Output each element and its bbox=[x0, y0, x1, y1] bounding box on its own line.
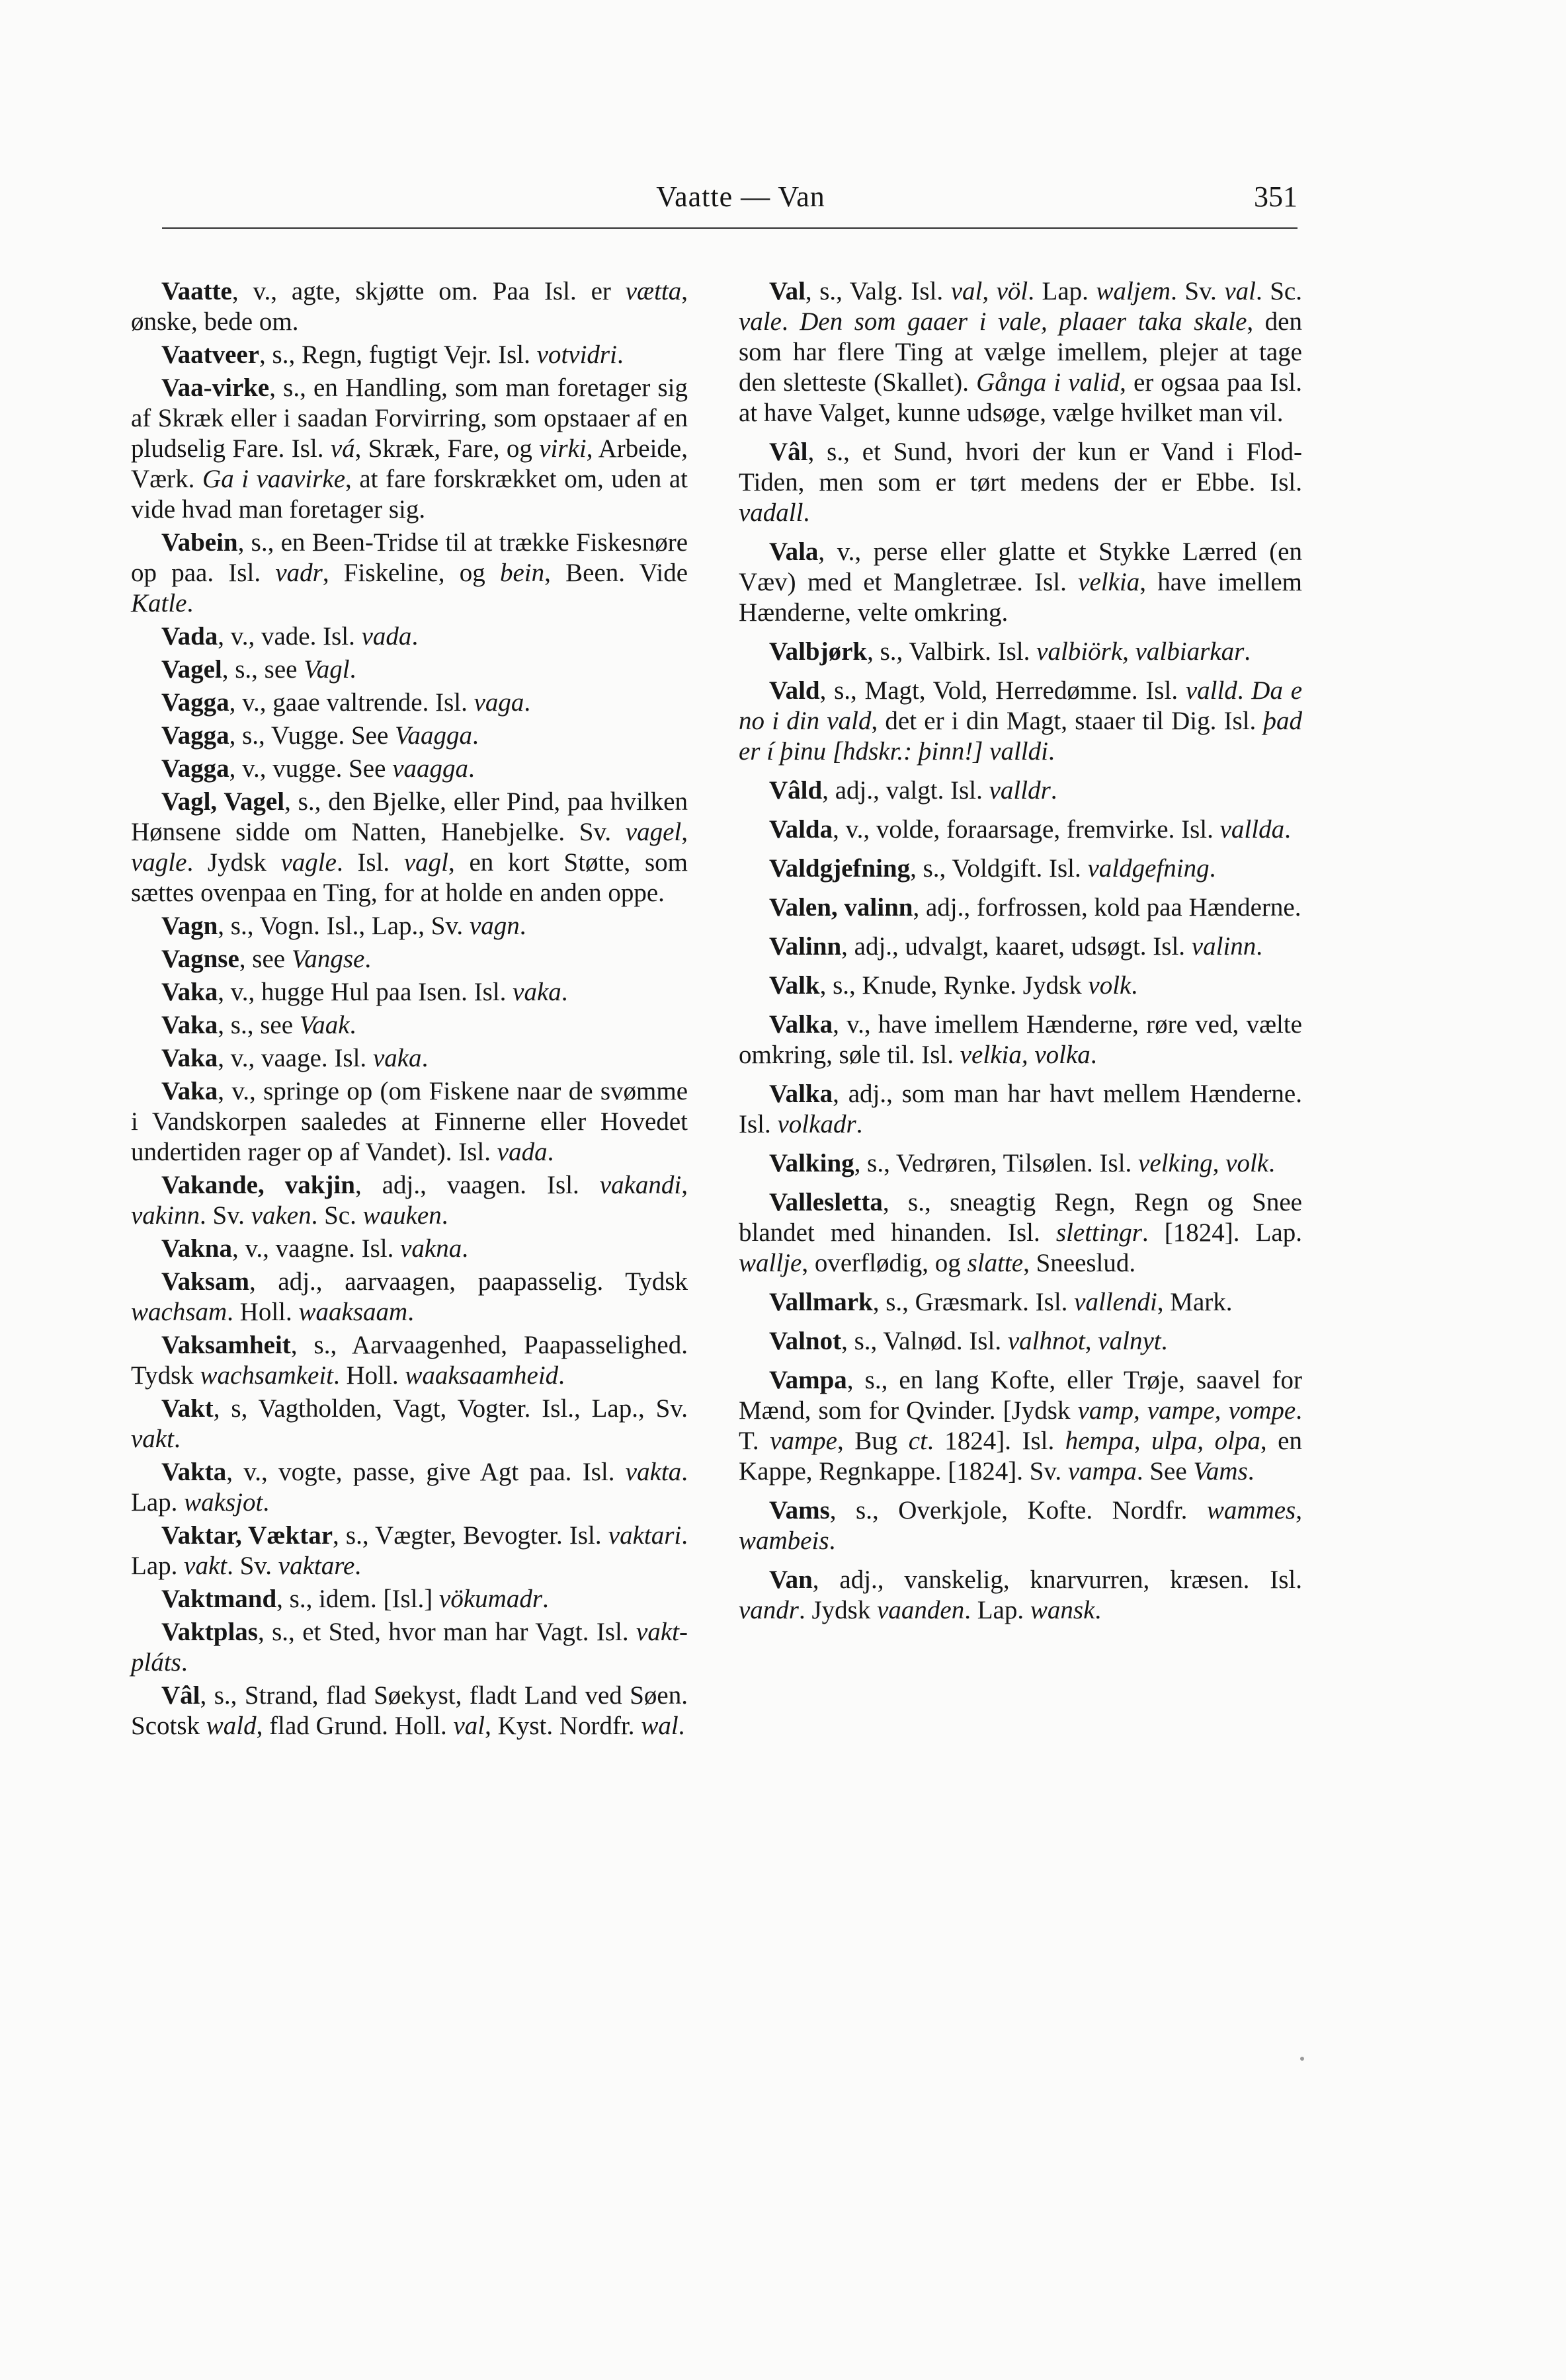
dictionary-entry bbox=[131, 340, 688, 370]
dictionary-entry bbox=[131, 1043, 688, 1074]
dictionary-entry bbox=[739, 676, 1302, 767]
entry-example: valld bbox=[1185, 676, 1237, 705]
entry-definition: , Fiskeline, og bbox=[322, 559, 500, 587]
entry-example: vampa bbox=[1067, 1457, 1137, 1486]
entry-example: Katle bbox=[131, 589, 187, 617]
entry-example: vaken bbox=[251, 1201, 311, 1230]
entry-definition: . bbox=[1247, 1457, 1255, 1486]
dictionary-entry bbox=[131, 621, 688, 652]
entry-definition: . bbox=[829, 1527, 836, 1555]
entry-definition: , en kort Støtte, som sættes ovenpaa en Ting, for at holde en anden oppe. bbox=[131, 848, 688, 907]
entry-example: slatte bbox=[967, 1249, 1024, 1277]
entry-example: virki bbox=[539, 434, 587, 463]
entry-definition: . bbox=[462, 1234, 468, 1263]
dictionary-entry bbox=[131, 1170, 688, 1231]
entry-definition: . [1824]. Lap. bbox=[1141, 1218, 1302, 1247]
entry-definition: , s., en Handling, som man foretager sig af Skræk eller i saadan Forvirring, som opstaaer af en pludselig Fare. Isl. bbox=[131, 374, 688, 463]
entry-definition: . bbox=[349, 1011, 356, 1039]
page-number: 351 bbox=[1254, 180, 1298, 213]
entry-definition: . bbox=[1131, 971, 1138, 1000]
entry-headword: Vaka bbox=[161, 1011, 218, 1039]
entry-example: volkadr bbox=[777, 1110, 856, 1138]
entry-definition: , Kyst. Nordfr. bbox=[485, 1712, 641, 1740]
entry-definition: . Holl. bbox=[333, 1361, 405, 1390]
entry-definition: . bbox=[1244, 637, 1251, 666]
entry-definition: . bbox=[803, 498, 810, 527]
entry-definition: . Sc. bbox=[311, 1201, 363, 1230]
entry-definition: . bbox=[519, 912, 526, 940]
right-column bbox=[739, 276, 1302, 1634]
entry-definition: . bbox=[181, 1648, 188, 1677]
entry-definition: . bbox=[354, 1552, 362, 1580]
entry-definition: , s., sneagtig Regn, Regn og Snee blandet med hinanden. Isl. bbox=[739, 1188, 1302, 1247]
entry-example: vaktari bbox=[608, 1521, 682, 1550]
entry-headword: Valka bbox=[769, 1010, 833, 1039]
entry-definition: . Jydsk bbox=[799, 1596, 878, 1624]
entry-definition: , den som har flere Ting at vælge imellem, plejer at tage den sletteste (Skallet). bbox=[739, 307, 1302, 397]
entry-headword: Van bbox=[769, 1566, 813, 1594]
entry-definition: . bbox=[173, 1425, 181, 1453]
entry-headword: Vaka bbox=[161, 978, 218, 1006]
entry-definition: . bbox=[263, 1488, 270, 1517]
dictionary-entry bbox=[739, 971, 1302, 1001]
entry-example: hempa, ulpa, olpa bbox=[1065, 1427, 1260, 1455]
dictionary-entry bbox=[739, 537, 1302, 628]
entry-definition: , s., en Been-Tridse til at trække Fiskesnøre op paa. Isl. bbox=[131, 528, 688, 587]
entry-example: wansk bbox=[1030, 1596, 1095, 1624]
entry-example: bein bbox=[500, 559, 545, 587]
entry-definition: . See bbox=[1136, 1457, 1194, 1486]
entry-definition: . Sv. bbox=[199, 1201, 251, 1230]
entry-definition: , adj., som man har havt mellem Hænderne. Isl. bbox=[739, 1080, 1302, 1138]
entry-example: volk bbox=[1088, 971, 1132, 1000]
dictionary-entry bbox=[131, 1457, 688, 1518]
entry-example: wallje bbox=[739, 1249, 802, 1277]
entry-definition: , s., Græsmark. Isl. bbox=[872, 1288, 1075, 1316]
entry-example: vandr bbox=[739, 1596, 799, 1624]
entry-example: vampe bbox=[770, 1427, 837, 1455]
entry-example: Vams bbox=[1193, 1457, 1248, 1486]
entry-headword: Val bbox=[769, 277, 805, 305]
entry-example: vamp, vampe, vompe bbox=[1077, 1396, 1296, 1425]
entry-example: vagl bbox=[403, 848, 449, 877]
entry-example: val bbox=[1224, 277, 1256, 305]
entry-example: Ga i vaavirke bbox=[202, 465, 345, 493]
entry-headword: Vakta bbox=[161, 1458, 227, 1486]
entry-definition: . bbox=[407, 1298, 414, 1326]
entry-headword: Vagl, Vagel bbox=[161, 787, 285, 816]
entry-definition: . bbox=[364, 945, 372, 973]
entry-example: vada bbox=[361, 622, 412, 651]
dictionary-entry bbox=[739, 1148, 1302, 1179]
dictionary-entry bbox=[131, 373, 688, 525]
entry-definition: , s., en lang Kofte, eller Trøje, saavel for Mænd, som for Qvinder. [Jydsk bbox=[739, 1366, 1302, 1425]
dictionary-entry bbox=[739, 892, 1302, 923]
entry-definition: , s., et Sund, hvori der kun er Vand i Flod-Tiden, men som er tørt medens der er Ebbe. Isl. bbox=[739, 438, 1302, 496]
entry-headword: Vada bbox=[161, 622, 218, 651]
entry-definition: , s., see bbox=[218, 1011, 300, 1039]
entry-definition: , det er i din Magt, staaer til Dig. Isl. bbox=[871, 707, 1264, 735]
entry-headword: Vallmark bbox=[769, 1288, 873, 1316]
entry-definition: , v., perse eller glatte et Stykke Lærred (en Væv) med et Mangletræe. Isl. bbox=[739, 537, 1302, 596]
entry-definition: . bbox=[1209, 854, 1216, 883]
entry-example: þad er í þinu [hdskr.: þinn!] valldi bbox=[739, 707, 1302, 766]
dictionary-entry bbox=[131, 1234, 688, 1264]
entry-definition: , Bug bbox=[837, 1427, 909, 1455]
entry-definition: . bbox=[441, 1201, 448, 1230]
entry-definition: , v., vaage. Isl. bbox=[218, 1044, 373, 1072]
dictionary-entry bbox=[739, 437, 1302, 528]
entry-definition: , v., vaagne. Isl. bbox=[231, 1234, 401, 1263]
entry-definition: , s., den Bjelke, eller Pind, paa hvilken Hønsene sidde om Natten, Hanebjelke. Sv. bbox=[131, 787, 688, 846]
entry-definition: . bbox=[1237, 676, 1252, 705]
entry-headword: Valen, valinn bbox=[769, 893, 913, 922]
entry-headword: Valda bbox=[769, 815, 833, 844]
dictionary-entry bbox=[739, 637, 1302, 667]
entry-definition: , adj., vaagen. Isl. bbox=[354, 1171, 600, 1199]
entry-example: valhnot, valnyt bbox=[1007, 1327, 1161, 1355]
entry-example: vadr bbox=[275, 559, 323, 587]
dictionary-entry bbox=[131, 754, 688, 784]
dictionary-entry bbox=[739, 932, 1302, 962]
entry-example: vallda bbox=[1219, 815, 1285, 844]
entry-definition: . Sv. bbox=[227, 1552, 278, 1580]
entry-headword: Valk bbox=[769, 971, 820, 1000]
entry-headword: Vakna bbox=[161, 1234, 232, 1263]
entry-example: vætta bbox=[625, 277, 682, 305]
entry-definition: , ønske, bede om. bbox=[131, 277, 688, 336]
entry-headword: Vaktmand bbox=[161, 1585, 277, 1613]
entry-definition: . bbox=[1161, 1327, 1168, 1355]
header-rule bbox=[162, 227, 1298, 229]
entry-definition: . bbox=[1050, 776, 1057, 805]
entry-definition: , s., Aarvaagenhed, Paapasselighed. Tydsk bbox=[131, 1331, 688, 1390]
entry-headword: Vams bbox=[769, 1496, 830, 1525]
entry-headword: Vagn bbox=[161, 912, 218, 940]
entry-definition: , er ogsaa paa Isl. at have Valget, kunne udsøge, vælge hvilket man vil. bbox=[739, 368, 1303, 427]
entry-example: vakt-pláts bbox=[131, 1618, 688, 1677]
entry-headword: Vagga bbox=[161, 721, 229, 750]
entry-example: vakna bbox=[400, 1234, 462, 1263]
dictionary-entry bbox=[131, 787, 688, 908]
entry-headword: Vaka bbox=[161, 1044, 218, 1072]
entry-example: vagle bbox=[280, 848, 337, 877]
entry-headword: Valbjørk bbox=[769, 637, 868, 666]
entry-definition: , at fare forskrækket om, uden at vide hvad man foretager sig. bbox=[131, 465, 688, 524]
entry-definition: . bbox=[349, 655, 356, 684]
entry-example: waaksaamheid bbox=[405, 1361, 559, 1390]
dictionary-entry bbox=[739, 1287, 1302, 1318]
entry-definition: . bbox=[1256, 932, 1263, 961]
entry-headword: Vaktar, Væktar bbox=[161, 1521, 333, 1550]
entry-example: votvidri bbox=[536, 340, 617, 369]
dictionary-entry bbox=[131, 911, 688, 941]
entry-headword: Vaatte bbox=[161, 277, 232, 305]
entry-headword: Vakande, vakjin bbox=[161, 1171, 355, 1199]
entry-definition: , flad Grund. Holl. bbox=[256, 1712, 454, 1740]
dictionary-entry bbox=[131, 977, 688, 1008]
entry-example: wauken bbox=[362, 1201, 442, 1230]
dictionary-entry bbox=[131, 1076, 688, 1168]
dictionary-entry bbox=[131, 1617, 688, 1678]
entry-example: vökumadr bbox=[439, 1585, 542, 1613]
entry-definition: . bbox=[1094, 1596, 1102, 1624]
entry-definition: , s., Valbirk. Isl. bbox=[867, 637, 1037, 666]
entry-example: vakandi, vakinn bbox=[131, 1171, 688, 1230]
dictionary-entry bbox=[131, 1267, 688, 1328]
entry-example: Da e no i din vald bbox=[739, 676, 1303, 735]
entry-example: vaagga bbox=[392, 754, 468, 783]
entry-example: wammes, wambeis bbox=[739, 1496, 1302, 1555]
entry-definition: . bbox=[542, 1585, 549, 1613]
entry-example: wachsam bbox=[131, 1298, 227, 1326]
entry-definition: , v., have imellem Hænderne, røre ved, vælte omkring, søle til. Isl. bbox=[739, 1010, 1302, 1069]
dictionary-entry bbox=[131, 688, 688, 718]
dictionary-entry bbox=[131, 944, 688, 974]
entry-definition: , s., Overkjole, Kofte. Nordfr. bbox=[829, 1496, 1207, 1525]
entry-headword: Vaktplas bbox=[161, 1618, 258, 1646]
entry-definition: , Sneeslud. bbox=[1023, 1249, 1136, 1277]
dictionary-entry bbox=[131, 528, 688, 619]
entry-example: vakt bbox=[184, 1552, 227, 1580]
dictionary-entry bbox=[739, 1326, 1302, 1357]
dictionary-entry bbox=[131, 654, 688, 685]
entry-headword: Valinn bbox=[769, 932, 842, 961]
print-speck bbox=[1300, 2057, 1304, 2061]
entry-example: wald bbox=[206, 1712, 257, 1740]
entry-example: vada bbox=[497, 1138, 548, 1166]
entry-example: vaga bbox=[474, 688, 524, 717]
entry-example: Gånga i valid bbox=[976, 368, 1120, 397]
entry-definition: , v., vugge. See bbox=[229, 754, 393, 783]
entry-example: valldr bbox=[989, 776, 1051, 805]
entry-headword: Vampa bbox=[769, 1366, 847, 1394]
entry-example: Vaak bbox=[299, 1011, 350, 1039]
entry-definition: , v., hugge Hul paa Isen. Isl. bbox=[218, 978, 513, 1006]
entry-definition: . T. bbox=[739, 1396, 1302, 1455]
entry-definition: , Been. Vide bbox=[544, 559, 688, 587]
entry-definition: , Arbeide, Værk. bbox=[131, 434, 688, 493]
dictionary-entry bbox=[739, 1365, 1302, 1487]
dictionary-entry bbox=[131, 1584, 688, 1614]
entry-definition: , adj., udvalgt, kaaret, udsøgt. Isl. bbox=[841, 932, 1192, 961]
entry-definition: . bbox=[558, 1361, 565, 1390]
entry-example: vakta bbox=[625, 1458, 682, 1486]
entry-headword: Vabein bbox=[161, 528, 238, 557]
dictionary-entry bbox=[131, 1010, 688, 1041]
dictionary-entry bbox=[739, 1079, 1302, 1140]
entry-definition: , Skræk, Fare, og bbox=[354, 434, 540, 463]
entry-example: waaksaam bbox=[298, 1298, 408, 1326]
entry-example: slettingr bbox=[1055, 1218, 1142, 1247]
dictionary-entry bbox=[739, 1495, 1302, 1556]
entry-definition: . bbox=[1048, 737, 1055, 766]
entry-definition: , adj., vanskelig, knarvurren, kræsen. Isl. bbox=[812, 1566, 1302, 1594]
entry-definition: , have imellem Hænderne, velte omkring. bbox=[739, 568, 1303, 627]
entry-definition: . bbox=[524, 688, 531, 717]
entry-example: Vangse bbox=[291, 945, 365, 973]
entry-definition: . bbox=[421, 1044, 429, 1072]
entry-definition: . Jydsk bbox=[186, 848, 281, 877]
entry-definition: . bbox=[472, 721, 479, 750]
entry-example: Vagl bbox=[304, 655, 350, 684]
entry-definition: . bbox=[468, 754, 475, 783]
entry-example: vá bbox=[330, 434, 355, 463]
entry-headword: Valdgjefning bbox=[769, 854, 911, 883]
dictionary-entry bbox=[739, 814, 1302, 845]
entry-headword: Vaatveer bbox=[161, 340, 260, 369]
entry-definition: . Sv. bbox=[1171, 277, 1225, 305]
entry-example: val bbox=[453, 1712, 485, 1740]
entry-definition: . 1824]. Isl. bbox=[927, 1427, 1065, 1455]
dictionary-entry bbox=[739, 1187, 1302, 1279]
dictionary-entry bbox=[739, 1010, 1302, 1070]
dictionary-entry bbox=[739, 853, 1302, 884]
entry-example: vadall bbox=[739, 498, 804, 527]
entry-definition: , s., Knude, Rynke. Jydsk bbox=[819, 971, 1089, 1000]
entry-example: wachsamkeit bbox=[200, 1361, 333, 1390]
entry-definition: . bbox=[1090, 1041, 1097, 1069]
entry-definition: , s., Regn, fugtigt Vejr. Isl. bbox=[259, 340, 537, 369]
entry-definition: , s., see bbox=[222, 655, 304, 684]
entry-definition: . Holl. bbox=[227, 1298, 299, 1326]
entry-headword: Vald bbox=[769, 676, 820, 705]
entry-example: Vaagga bbox=[395, 721, 473, 750]
entry-definition: , s., Valg. Isl. bbox=[805, 277, 951, 305]
entry-definition: , adj., valgt. Isl. bbox=[822, 776, 989, 805]
entry-example: waljem bbox=[1096, 277, 1171, 305]
entry-definition: , adj., forfrossen, kold paa Hænderne. bbox=[913, 893, 1301, 922]
entry-definition: . bbox=[186, 589, 194, 617]
entry-definition: . Lap. bbox=[131, 1521, 688, 1580]
entry-headword: Valking bbox=[769, 1149, 854, 1177]
dictionary-entry bbox=[131, 276, 688, 337]
entry-headword: Vaka bbox=[161, 1077, 218, 1105]
entry-definition: . Sc. bbox=[1255, 277, 1302, 305]
entry-definition: . bbox=[547, 1138, 554, 1166]
dictionary-entry bbox=[739, 775, 1302, 806]
entry-headword: Vagga bbox=[161, 688, 229, 717]
dictionary-entry bbox=[131, 1681, 688, 1741]
entry-definition: , overflødig, og bbox=[802, 1249, 968, 1277]
entry-example: vaka bbox=[513, 978, 561, 1006]
entry-headword: Vagel bbox=[161, 655, 222, 684]
entry-definition: , s., Strand, flad Søekyst, fladt Land ved Søen. Scotsk bbox=[131, 1681, 688, 1740]
entry-definition: . bbox=[678, 1712, 685, 1740]
entry-example: valdgefning bbox=[1087, 854, 1210, 883]
entry-example: vallendi bbox=[1074, 1288, 1157, 1316]
entry-example: vakt bbox=[131, 1425, 174, 1453]
entry-definition: , v., vade. Isl. bbox=[218, 622, 362, 651]
entry-definition: . bbox=[561, 978, 568, 1006]
entry-example: vaktare bbox=[278, 1552, 355, 1580]
entry-headword: Vakt bbox=[161, 1394, 214, 1423]
entry-definition: , s, Vagtholden, Vagt, Vogter. Isl., Lap., Sv. bbox=[213, 1394, 688, 1423]
entry-definition: , s., Voldgift. Isl. bbox=[910, 854, 1088, 883]
entry-definition: . Lap. bbox=[1028, 277, 1096, 305]
entry-headword: Vagnse bbox=[161, 945, 239, 973]
entry-definition: , v., springe op (om Fiskene naar de svømme i Vandskorpen saaledes at Finnerne eller Hovedet undertiden rager op af Vandet). Isl. bbox=[131, 1077, 688, 1166]
entry-example: vaka bbox=[372, 1044, 422, 1072]
entry-definition: , s., et Sted, hvor man har Vagt. Isl. bbox=[257, 1618, 637, 1646]
entry-headword: Vâld bbox=[769, 776, 823, 805]
entry-example: waksjot bbox=[184, 1488, 263, 1517]
entry-example: wal bbox=[641, 1712, 679, 1740]
entry-example: velkia bbox=[1078, 568, 1140, 596]
entry-definition: , see bbox=[239, 945, 292, 973]
entry-example: val, völ bbox=[950, 277, 1028, 305]
dictionary-entry bbox=[131, 1394, 688, 1454]
entry-definition: . Lap. bbox=[964, 1596, 1030, 1624]
entry-definition: . Isl. bbox=[336, 848, 404, 877]
entry-definition: , s., Vægter, Bevogter. Isl. bbox=[333, 1521, 608, 1550]
entry-headword: Vaksamheit bbox=[161, 1331, 291, 1359]
entry-definition: , en Kappe, Regnkappe. [1824]. Sv. bbox=[739, 1427, 1302, 1486]
entry-definition: , v., vogte, passe, give Agt paa. Isl. bbox=[226, 1458, 626, 1486]
entry-example: velking, volk bbox=[1138, 1149, 1269, 1177]
entry-headword: Vâl bbox=[161, 1681, 200, 1710]
dictionary-entry bbox=[131, 1330, 688, 1391]
entry-example: Den som gaaer i vale, plaaer taka skale bbox=[800, 307, 1247, 336]
dictionary-entry bbox=[131, 1521, 688, 1581]
entry-definition: . bbox=[856, 1110, 863, 1138]
entry-example: vagel, vagle bbox=[131, 818, 688, 877]
entry-definition: , v., volde, foraarsage, fremvirke. Isl. bbox=[833, 815, 1220, 844]
entry-definition: , s., idem. [Isl.] bbox=[276, 1585, 440, 1613]
running-header: Vaatte — Van bbox=[656, 180, 825, 213]
entry-headword: Vaa-virke bbox=[161, 374, 270, 402]
entry-headword: Vagga bbox=[161, 754, 229, 783]
entry-definition: . Lap. bbox=[131, 1458, 688, 1517]
entry-definition: . bbox=[781, 307, 800, 336]
entry-definition: , v., gaae valtrende. Isl. bbox=[229, 688, 474, 717]
entry-headword: Vala bbox=[769, 537, 819, 566]
entry-definition: , s., Magt, Vold, Herredømme. Isl. bbox=[819, 676, 1186, 705]
entry-definition: , s., Valnød. Isl. bbox=[841, 1327, 1008, 1355]
entry-headword: Vâl bbox=[769, 438, 808, 466]
entry-definition: . bbox=[411, 622, 419, 651]
entry-headword: Vallesletta bbox=[769, 1188, 883, 1216]
entry-example: ct bbox=[908, 1427, 927, 1455]
entry-definition: , s., Vedrøren, Tilsølen. Isl. bbox=[854, 1149, 1139, 1177]
entry-example: valbiörk, valbiarkar bbox=[1036, 637, 1245, 666]
entry-definition: , Mark. bbox=[1157, 1288, 1233, 1316]
left-column bbox=[131, 276, 688, 1744]
entry-example: valinn bbox=[1191, 932, 1257, 961]
entry-definition: , s., Vogn. Isl., Lap., Sv. bbox=[218, 912, 470, 940]
entry-example: vale bbox=[739, 307, 782, 336]
entry-example: velkia, volka bbox=[960, 1041, 1091, 1069]
entry-definition: , v., agte, skjøtte om. Paa Isl. er bbox=[231, 277, 626, 305]
entry-example: vagn bbox=[469, 912, 520, 940]
dictionary-entry bbox=[739, 276, 1302, 428]
entry-headword: Vaksam bbox=[161, 1267, 249, 1296]
entry-definition: . bbox=[616, 340, 624, 369]
entry-headword: Valnot bbox=[769, 1327, 842, 1355]
entry-definition: . bbox=[1284, 815, 1291, 844]
entry-definition: , adj., aarvaagen, paapasselig. Tydsk bbox=[249, 1267, 688, 1296]
dictionary-entry bbox=[131, 721, 688, 751]
entry-headword: Valka bbox=[769, 1080, 833, 1108]
entry-definition: , s., Vugge. See bbox=[229, 721, 395, 750]
dictionary-entry bbox=[739, 1565, 1302, 1626]
entry-example: vaanden bbox=[877, 1596, 965, 1624]
entry-definition: . bbox=[1268, 1149, 1275, 1177]
